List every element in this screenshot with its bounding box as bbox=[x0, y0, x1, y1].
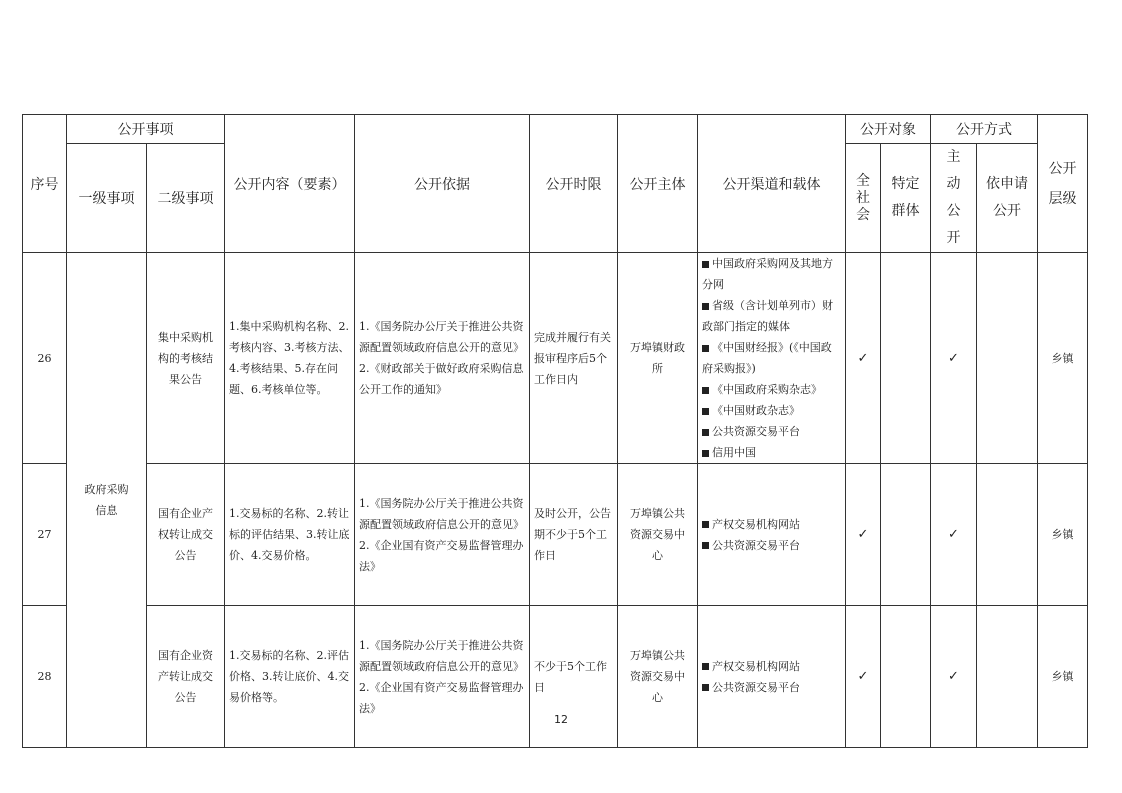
bullet-square-icon bbox=[702, 663, 709, 670]
header-level2: 二级事项 bbox=[147, 144, 225, 253]
header-method-active: 主动公开 bbox=[931, 144, 977, 253]
disclosure-table bbox=[22, 114, 1088, 748]
bullet-square-icon bbox=[702, 345, 709, 352]
row-level2: 集中采购机构的考核结果公告 bbox=[147, 253, 225, 464]
row-subject: 万埠镇公共资源交易中心 bbox=[618, 464, 698, 606]
channel-item bbox=[702, 337, 841, 379]
active-check-icon: ✓ bbox=[931, 464, 977, 606]
header-subject: 公开主体 bbox=[618, 115, 698, 253]
all-society-check-icon: ✓ bbox=[846, 253, 881, 464]
header-target-specific: 特定群体 bbox=[881, 144, 931, 253]
header-row-1 bbox=[23, 115, 1088, 144]
channel-item bbox=[702, 656, 841, 677]
basis-item: 2.《企业国有资产交易监督管理办法》 bbox=[359, 538, 524, 573]
basis-item: 1.《国务院办公厅关于推进公共资源配置领域政府信息公开的意见》 bbox=[359, 638, 524, 673]
channel-item bbox=[702, 400, 841, 421]
channel-item bbox=[702, 253, 841, 295]
active-check-icon: ✓ bbox=[931, 606, 977, 748]
row-basis bbox=[355, 464, 530, 606]
header-target: 公开对象 bbox=[846, 115, 931, 144]
header-basis: 公开依据 bbox=[355, 115, 530, 253]
row-content: 1.集中采购机构名称、2.考核内容、3.考核方法、4.考核结果、5.存在问题、6.考核单位等。 bbox=[225, 253, 355, 464]
bullet-square-icon bbox=[702, 542, 709, 549]
row-subject: 万埠镇财政所 bbox=[618, 253, 698, 464]
row-level: 乡镇 bbox=[1038, 606, 1088, 748]
table-row bbox=[23, 606, 1088, 748]
bullet-square-icon bbox=[702, 429, 709, 436]
channel-item bbox=[702, 421, 841, 442]
all-society-check-icon: ✓ bbox=[846, 606, 881, 748]
channel-item bbox=[702, 677, 841, 698]
header-target-all: 全社会 bbox=[846, 144, 881, 253]
bullet-square-icon bbox=[702, 521, 709, 528]
row-seq: 27 bbox=[23, 464, 67, 606]
basis-item: 1.《国务院办公厅关于推进公共资源配置领域政府信息公开的意见》 bbox=[359, 320, 524, 354]
table-row bbox=[23, 464, 1088, 606]
specific-group-cell bbox=[881, 606, 931, 748]
channel-text: 《中国政府采购杂志》 bbox=[712, 383, 822, 396]
header-seq: 序号 bbox=[23, 115, 67, 253]
row-channels bbox=[698, 464, 846, 606]
row-time-limit: 不少于5个工作日 bbox=[530, 606, 618, 748]
request-cell bbox=[977, 606, 1038, 748]
row-channels bbox=[698, 606, 846, 748]
header-time-limit: 公开时限 bbox=[530, 115, 618, 253]
channel-text: 产权交易机构网站 bbox=[712, 517, 800, 531]
active-check-icon: ✓ bbox=[931, 253, 977, 464]
row-seq: 26 bbox=[23, 253, 67, 464]
channel-item bbox=[702, 295, 841, 337]
row-level: 乡镇 bbox=[1038, 253, 1088, 464]
row-basis bbox=[355, 606, 530, 748]
bullet-square-icon bbox=[702, 408, 709, 415]
header-channel: 公开渠道和载体 bbox=[698, 115, 846, 253]
row-content: 1.交易标的名称、2.评估价格、3.转让底价、4.交易价格等。 bbox=[225, 606, 355, 748]
basis-item: 2.《财政部关于做好政府采购信息公开工作的通知》 bbox=[359, 362, 524, 396]
header-method-request: 依申请公开 bbox=[977, 144, 1038, 253]
channel-text: 《中国财经报》(《中国政府采购报》) bbox=[702, 341, 832, 375]
channel-text: 信用中国 bbox=[712, 446, 756, 459]
row-time-limit: 及时公开，公告期不少于5个工作日 bbox=[530, 464, 618, 606]
channel-text: 《中国财政杂志》 bbox=[712, 404, 800, 417]
row-content: 1.交易标的名称、2.转让标的评估结果、3.转让底价、4.交易价格。 bbox=[225, 464, 355, 606]
row-channels bbox=[698, 253, 846, 464]
table-row bbox=[23, 253, 1088, 464]
request-cell bbox=[977, 253, 1038, 464]
basis-item: 2.《企业国有资产交易监督管理办法》 bbox=[359, 680, 524, 715]
basis-item: 1.《国务院办公厅关于推进公共资源配置领域政府信息公开的意见》 bbox=[359, 496, 524, 531]
channel-item bbox=[702, 379, 841, 400]
channel-item bbox=[702, 442, 841, 463]
row-level2: 国有企业资产转让成交公告 bbox=[147, 606, 225, 748]
channel-text: 公共资源交易平台 bbox=[712, 425, 800, 438]
header-content: 公开内容（要素） bbox=[225, 115, 355, 253]
bullet-square-icon bbox=[702, 684, 709, 691]
channel-text: 中国政府采购网及其地方分网 bbox=[702, 257, 833, 291]
specific-group-cell bbox=[881, 253, 931, 464]
group-level1: 政府采购信息 bbox=[67, 253, 147, 748]
all-society-check-icon: ✓ bbox=[846, 464, 881, 606]
channel-item bbox=[702, 535, 841, 556]
bullet-square-icon bbox=[702, 261, 709, 268]
bullet-square-icon bbox=[702, 450, 709, 457]
channel-text: 公共资源交易平台 bbox=[712, 538, 800, 552]
header-level1: 一级事项 bbox=[67, 144, 147, 253]
row-seq: 28 bbox=[23, 606, 67, 748]
header-matters: 公开事项 bbox=[67, 115, 225, 144]
row-subject: 万埠镇公共资源交易中心 bbox=[618, 606, 698, 748]
bullet-square-icon bbox=[702, 303, 709, 310]
channel-text: 公共资源交易平台 bbox=[712, 680, 800, 694]
header-level: 公开层级 bbox=[1038, 115, 1088, 253]
page-number: 12 bbox=[554, 713, 568, 726]
channel-item bbox=[702, 514, 841, 535]
request-cell bbox=[977, 464, 1038, 606]
channel-text: 产权交易机构网站 bbox=[712, 659, 800, 673]
channel-text: 省级（含计划单列市）财政部门指定的媒体 bbox=[702, 299, 833, 333]
header-method: 公开方式 bbox=[931, 115, 1038, 144]
row-basis bbox=[355, 253, 530, 464]
row-time-limit: 完成并履行有关报审程序后5个工作日内 bbox=[530, 253, 618, 464]
specific-group-cell bbox=[881, 464, 931, 606]
row-level2: 国有企业产权转让成交公告 bbox=[147, 464, 225, 606]
bullet-square-icon bbox=[702, 387, 709, 394]
row-level: 乡镇 bbox=[1038, 464, 1088, 606]
